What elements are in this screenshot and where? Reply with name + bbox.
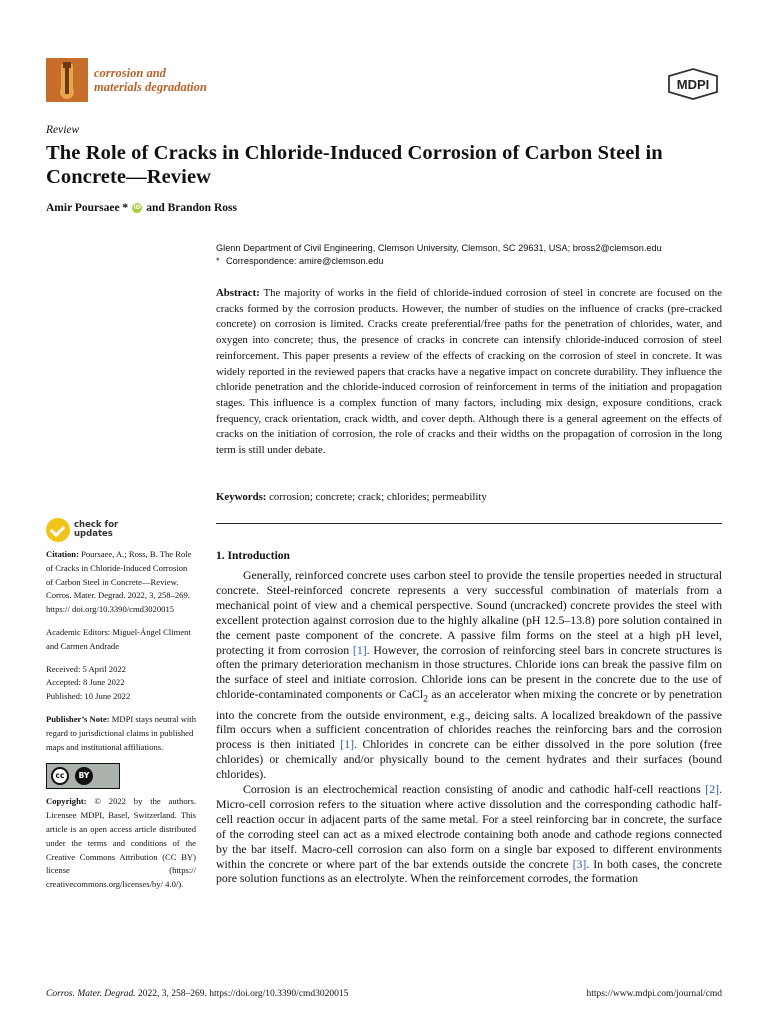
copyright-label: Copyright: <box>46 796 87 807</box>
author-list <box>46 202 237 214</box>
received-date: Received: 5 April 2022 <box>46 663 126 674</box>
mdpi-logo-icon <box>666 68 720 100</box>
section-divider <box>216 523 722 524</box>
section-heading: 1. Introduction <box>216 550 290 562</box>
abstract-label: Abstract: <box>216 287 260 299</box>
author-ross[interactable]: and Brandon Ross <box>146 202 237 214</box>
check-for-updates-button[interactable] <box>46 518 196 542</box>
page-footer <box>46 989 722 999</box>
journal-url[interactable]: https://www.mdpi.com/journal/cmd <box>586 989 722 999</box>
cc-by-license-badge[interactable] <box>46 763 120 789</box>
journal-logo-icon <box>46 58 88 102</box>
citation-label: Citation: <box>46 549 79 559</box>
attribution-icon: BY <box>75 767 93 785</box>
publisher-note <box>46 713 196 754</box>
citation-link[interactable]: [1] <box>352 642 367 657</box>
author-poursaee[interactable]: Amir Poursaee * <box>46 202 129 214</box>
journal-name <box>94 66 207 94</box>
article-type: Review <box>46 124 80 136</box>
orcid-icon[interactable]: iD <box>133 204 141 211</box>
academic-editors: Academic Editors: Miguel-Ángel Climent and Carmen Andrade <box>46 626 191 651</box>
keywords-label: Keywords: <box>216 491 267 503</box>
correspondence: Correspondence: amire@clemson.edu <box>226 256 384 266</box>
abstract-text: The majority of works in the field of chloride-indued corrosion of steel in concrete are focused on the cracks formed by the corrosion products. However, the number of studies on the influence of cracks (pre-cracked concrete) on corrosion is limited. Cracks create preferential/free paths for the penetration of chlorides, water, and oxygen into concrete; thus, the presence of cracks in concrete can intensify chloride-induced corrosion of steel reinforcement. This paper presents a review of the effects of cracking on the corrosion of steel in concrete. It was widely reported in the reviewed papers that cracks have a negative impact on concrete durability. They influence the chloride penetration and the chloride-induced corrosion of reinforcement in terms of the initiation and propagation stages. This influence is a complex function of many factors, including mix design, exposure conditions, crack frequency, crack orientation, crack width, and cover depth. Although there is a general agreement on the effects of cracks on the initiation of corrosion, the role of cracks and their widths on the propagation of corrosion in the long term is still under debate. <box>216 287 722 457</box>
body-text <box>216 568 722 886</box>
paragraph: Generally, reinforced concrete uses carbon steel to provide the tensile properties needed in structural concrete. Steel-reinforced concrete represents a very successful combination of materials from a mechanical point of view and a chemical perspective. Sound (uncracked) concrete provides the steel with excellent protection against corrosion due to the highly alkaline (pH 12.5–13.8) pore solution contained in the cement paste component of the concrete. A passive film forms on the steel at a high pH level, protecting it from corrosion [1]. However, the corrosion of reinforcing steel bars in concrete structures is often the primary deterioration mechanism in those structures. Chloride ions can break the passive film on the surface of steel and initiate corrosion. Chloride ions can be present in the concrete due to the use of chloride-contaminated components or CaCl$_2$ as an accelerator when mixing the concrete or by penetration into the concrete from the outside environment, e.g., deicing salts. A localized breakdown of the passive film occurs when a sufficient concentration of chlorides reaches the reinforcing bars and the corrosion process is then initiated [1]. Chlorides in concrete can be either dissolved in the pore solution (free chlorides) or chemically and/or physically bound to the cement hydrates and their surfaces (bound chlorides). <box>216 568 722 782</box>
paragraph: Corrosion is an electrochemical reaction consisting of anodic and cathodic half-cell reactions [2]. Micro-cell corrosion refers to the situation where active dissolution and the corresponding cathodic half-cell reaction occur in adjacent parts of the same metal. For a steel reinforcing bar in concrete, the surface of the corroding steel can act as a mixed electrode containing both anode and cathode regions connected by the bar itself. Macro-cell corrosion can also form on a single bar exposed to different environments within the concrete or where part of the bar extends outside the concrete [3]. In both cases, the concrete pore solution functions as an electrolyte. When the reinforcement corrodes, the formation <box>216 782 722 886</box>
affiliation: Glenn Department of Civil Engineering, Clemson University, Clemson, SC 29631, USA; bross2@clemson.edu <box>216 243 662 253</box>
copyright-text: © 2022 by the authors. Licensee MDPI, Basel, Switzerland. This article is an open access article distributed under the terms and conditions of the Creative Commons Attribution (CC BY) license (https:// creativecommons.org/licenses/by/ 4.0/). <box>46 796 196 890</box>
dates-block <box>46 663 196 704</box>
keywords-text: corrosion; concrete; crack; chlorides; permeability <box>269 491 487 503</box>
doi-link[interactable]: 2022, 3, 258–269. https://doi.org/10.3390/cmd3020015 <box>135 989 349 999</box>
citation-block <box>46 548 196 617</box>
check-updates-line2: updates <box>74 529 113 539</box>
paper-title: The Role of Cracks in Chloride-Induced Corrosion of Carbon Steel in Concrete—Review <box>46 142 663 188</box>
journal-name-line1: corrosion and <box>94 66 166 80</box>
journal-name-line2: materials degradation <box>94 80 207 94</box>
published-date: Published: 10 June 2022 <box>46 691 131 702</box>
affiliation-block <box>216 242 726 268</box>
footer-citation: Corros. Mater. Degrad. 2022, 3, 258–269. https://doi.org/10.3390/cmd3020015 <box>46 989 349 999</box>
publisher-note-text: MDPI stays neutral with regard to jurisdictional claims in published maps and institutional affiliations. <box>46 713 196 752</box>
citation-link[interactable]: [1] <box>340 737 355 752</box>
keywords <box>216 490 722 504</box>
abstract <box>216 286 722 459</box>
creative-commons-icon: cc <box>51 767 69 785</box>
sidebar <box>46 518 196 892</box>
check-icon <box>46 518 70 542</box>
citation-text: Poursaee, A.; Ross, B. The Role of Cracks in Chloride-Induced Corrosion of Carbon Steel in Concrete—Review. Corros. Mater. Degrad. 2022, 3, 258–269. https:// doi.org/10.3390/cmd3020015 <box>46 549 192 615</box>
mdpi-logo-text: MDPI <box>676 77 710 92</box>
accepted-date: Accepted: 8 June 2022 <box>46 677 125 688</box>
correspondence-star: * <box>216 256 220 266</box>
copyright-block <box>46 795 196 892</box>
check-updates-line1: check for <box>74 520 119 530</box>
citation-link[interactable]: [3] <box>572 856 587 871</box>
citation-link[interactable]: [2] <box>705 782 720 797</box>
publisher-note-label: Publisher’s Note: <box>46 713 110 724</box>
